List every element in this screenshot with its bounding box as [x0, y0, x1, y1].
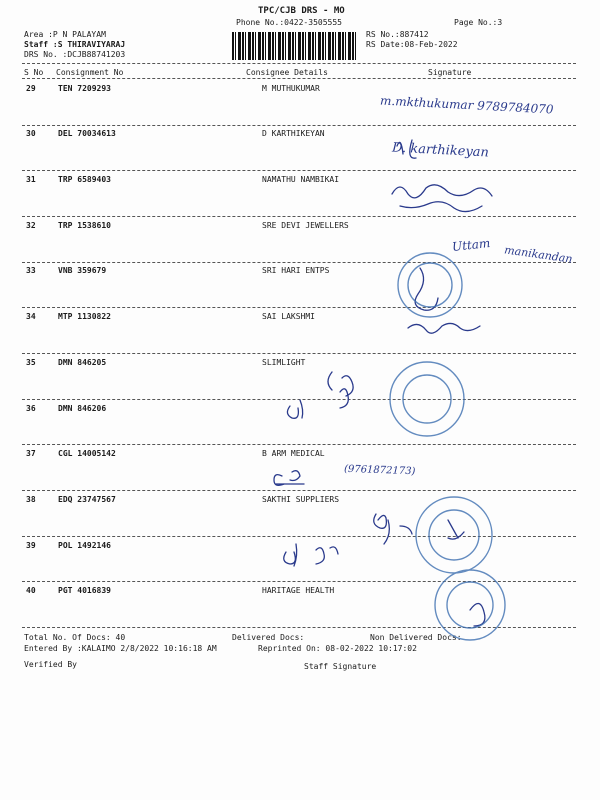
rs-number: RS No.:887412 [366, 30, 429, 39]
delivered-docs: Delivered Docs: [232, 633, 305, 642]
col-header-consignment: Consignment No [56, 68, 124, 77]
handwritten-phone-row37: (9761872173) [343, 463, 416, 478]
row-sno: 39 [26, 541, 36, 550]
row-sno: 40 [26, 586, 36, 595]
row-consignee: SAKTHI SUPPLIERS [262, 495, 340, 504]
row-consignee: SAI LAKSHMI [262, 312, 315, 321]
staff-signature-label: Staff Signature [304, 662, 377, 671]
row-sno: 37 [26, 449, 36, 458]
area-label: Area :P N PALAYAM [24, 30, 106, 39]
row-consignment: TRP 1538610 [58, 221, 111, 230]
row-consignment: DMN 846206 [58, 404, 107, 413]
row-sno: 36 [26, 404, 36, 413]
row-consignment: DMN 846205 [58, 358, 107, 367]
drs-number: DRS No. :DCJB88741203 [24, 50, 126, 59]
row-consignee: NAMATHU NAMBIKAI [262, 175, 340, 184]
row-consignment: TRP 6589403 [58, 175, 111, 184]
col-header-consignee: Consignee Details [246, 68, 328, 77]
row-consignee: M MUTHUKUMAR [262, 84, 320, 93]
reprinted-on: Reprinted On: 08-02-2022 10:17:02 [258, 644, 417, 653]
row-consignee: B ARM MEDICAL [262, 449, 325, 458]
verified-by-label: Verified By [24, 660, 77, 669]
row-consignee: SLIMLIGHT [262, 358, 306, 367]
row-sno: 32 [26, 221, 36, 230]
row-consignee: D KARTHIKEYAN [262, 129, 325, 138]
rs-date: RS Date:08-Feb-2022 [366, 40, 458, 49]
row-consignment: PGT 4016839 [58, 586, 111, 595]
row-sno: 34 [26, 312, 36, 321]
row-sno: 33 [26, 266, 36, 275]
row-consignment: MTP 1130822 [58, 312, 111, 321]
col-header-sno: S No [24, 68, 44, 77]
row-sno: 38 [26, 495, 36, 504]
row-consignment: POL 1492146 [58, 541, 111, 550]
handwritten-signature-row30: D. karthikeyan [391, 140, 490, 161]
non-delivered-docs: Non Delivered Docs: [370, 633, 462, 642]
row-consignee: HARITAGE HEALTH [262, 586, 335, 595]
handwritten-note-row32: Uttam [451, 236, 491, 254]
row-sno: 31 [26, 175, 36, 184]
row-consignment: VNB 359679 [58, 266, 107, 275]
row-consignee: SRE DEVI JEWELLERS [262, 221, 349, 230]
col-header-signature: Signature [428, 68, 472, 77]
phone-number: Phone No.:0422-3505555 [236, 18, 342, 27]
total-docs: Total No. Of Docs: 40 [24, 633, 126, 642]
document-title: TPC/CJB DRS - MO [258, 6, 345, 16]
row-consignee: SRI HARI ENTPS [262, 266, 330, 275]
handwritten-name-row32: manikandan [503, 243, 574, 266]
row-consignment: EDQ 23747567 [58, 495, 116, 504]
row-sno: 29 [26, 84, 36, 93]
entered-by: Entered By :KALAIMO 2/8/2022 10:16:18 AM [24, 644, 217, 653]
row-consignment: CGL 14005142 [58, 449, 116, 458]
page-number: Page No.:3 [454, 18, 503, 27]
row-consignment: TEN 7209293 [58, 84, 111, 93]
row-consignment: DEL 70034613 [58, 129, 116, 138]
row-sno: 30 [26, 129, 36, 138]
handwritten-signature-row29: m.mkthukumar 9789784070 [379, 93, 554, 117]
staff-label: Staff :S THIRAVIYARAJ [24, 40, 126, 49]
row-sno: 35 [26, 358, 36, 367]
